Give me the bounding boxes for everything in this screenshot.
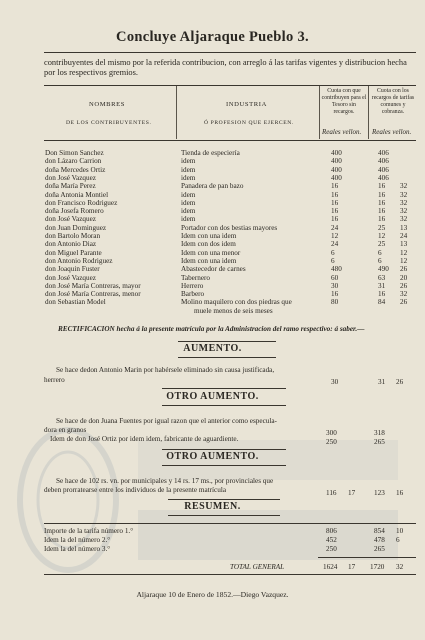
industry-cell: idem: [181, 207, 196, 216]
industry-cell: idem: [181, 157, 196, 166]
rectificacion-line: RECTIFICACION hecha á la presente matrícula por la Administracion del ramo respectivo: á saber.—: [58, 325, 365, 333]
industry-cell: Tienda de especiería: [181, 149, 240, 157]
cuota-recargos-reales-cell: 406: [378, 165, 389, 174]
resumen-cuota-1a: 250: [326, 545, 337, 553]
cuota-recargos-maravedis-cell: 32: [400, 290, 408, 299]
header-cuota-tesoro: Cuota con que contribuyen para el Tesoro sin recargos.: [321, 88, 367, 115]
table-row: [44, 182, 416, 190]
contributor-name: don Juan Dominguez: [45, 223, 107, 232]
otro2-cuota-2b: 16: [396, 489, 404, 497]
table-row: [44, 240, 416, 248]
cuota-recargos-reales-cell: 6: [378, 256, 382, 265]
industry-cell: Abastecedor de carnes: [181, 265, 246, 274]
aumento-title: AUMENTO.: [183, 343, 242, 354]
header-industria-sub: Ó PROFESION QUE EJERCEN.: [204, 120, 294, 126]
contributor-name: doña Mercedes Ortiz: [45, 165, 106, 174]
cuota-tesoro-cell: 400: [331, 165, 342, 174]
cuota-tesoro-cell: 16: [331, 182, 339, 191]
cuota-tesoro-cell: 400: [331, 149, 342, 157]
otro1-r2-cuota-1: 250: [326, 438, 337, 446]
aumento-cuota-2b: 26: [396, 378, 404, 386]
cuota-recargos-maravedis-cell: 32: [400, 207, 408, 216]
aumento-text-2: herrero: [44, 376, 65, 384]
total-cuota-1b: 17: [348, 563, 356, 571]
header-nombres-sub: DE LOS CONTRIBUYENTES.: [66, 120, 152, 126]
header-reales-1: Reales vellon.: [322, 128, 362, 136]
cuota-recargos-reales-cell: 16: [378, 290, 386, 299]
cuota-recargos-maravedis-cell: 24: [400, 232, 408, 240]
cuota-tesoro-cell: 24: [331, 240, 339, 249]
aumento-cuota-2a: 31: [378, 378, 386, 386]
resumen-cuota-2a: 478: [374, 536, 385, 544]
cuota-recargos-reales-cell: 490: [378, 265, 389, 274]
industry-cell: idem: [181, 198, 196, 207]
cuota-tesoro-cell: 16: [331, 215, 339, 224]
table-row: [44, 282, 416, 290]
contributor-name: don Joaquin Fuster: [45, 265, 100, 274]
table-row: [44, 257, 416, 265]
cuota-recargos-reales-cell: 16: [378, 190, 386, 199]
resumen-cuota-2b: 6: [396, 536, 400, 544]
cuota-tesoro-cell: 16: [331, 198, 339, 207]
cuota-tesoro-cell: 400: [331, 173, 342, 182]
header-divider-3: [368, 86, 369, 139]
total-cuota-1a: 1624: [323, 563, 338, 571]
cuota-recargos-maravedis-cell: 20: [400, 273, 408, 282]
cuota-recargos-reales-cell: 16: [378, 198, 386, 207]
industry-cell: Tabernero: [181, 273, 211, 282]
resumen-row: [44, 545, 416, 553]
cuota-recargos-maravedis-cell: 26: [400, 281, 408, 290]
resumen-row: [44, 536, 416, 544]
resumen-cuota-2a: 265: [374, 545, 385, 553]
header-cuota-recargos: Cuota con los recargos de tarifas comunes y cobranza.: [371, 88, 415, 115]
table-row: [44, 224, 416, 232]
contributor-name: don José María Contreras, mayor: [45, 281, 141, 290]
table-row: [44, 215, 416, 223]
total-cuota-2a: 1720: [370, 563, 385, 571]
header-industria: INDUSTRIA: [226, 101, 267, 108]
otro2-cuota-1b: 17: [348, 489, 356, 497]
resumen-rule-top: [168, 499, 280, 500]
otro1-r1-cuota-2: 318: [374, 429, 385, 437]
industry-cell: Idem con una menor: [181, 248, 241, 257]
otro2-cuota-2a: 123: [374, 489, 385, 497]
header-divider-2: [319, 86, 320, 139]
industry-cell: idem: [181, 215, 196, 224]
contributor-name: don Francisco Rodriguez: [45, 198, 118, 207]
cuota-tesoro-cell: 16: [331, 207, 339, 216]
otro1-r1-cuota-1: 300: [326, 429, 337, 437]
resumen-label: Idem la del número 3.°: [44, 545, 111, 553]
table-top-rule: [44, 85, 416, 86]
cuota-recargos-reales-cell: 12: [378, 232, 386, 240]
cuota-recargos-maravedis-cell: 12: [400, 248, 408, 257]
cuota-recargos-reales-cell: 31: [378, 281, 386, 290]
resumen-row: [44, 527, 416, 535]
otro1-text-2: dora en granos: [44, 426, 87, 434]
cuota-recargos-maravedis-cell: 32: [400, 190, 408, 199]
cuota-recargos-reales-cell: 16: [378, 207, 386, 216]
contributor-name: don José Vazquez: [45, 173, 96, 182]
total-rule: [44, 574, 416, 575]
total-upper-rule: [318, 557, 416, 558]
cuota-tesoro-cell: 30: [331, 281, 339, 290]
cuota-recargos-reales-cell: 16: [378, 182, 386, 191]
table-row: [44, 232, 416, 240]
contributor-name: doña María Perez: [45, 182, 96, 191]
contributor-name: doña Josefa Romero: [45, 207, 104, 216]
otro2-rule-bottom: [162, 465, 286, 466]
cuota-recargos-reales-cell: 25: [378, 240, 386, 249]
table-row-continuation: [44, 307, 416, 315]
contributor-name: doña Antonia Montiel: [45, 190, 109, 199]
cuota-tesoro-cell: 16: [331, 190, 339, 199]
cuota-tesoro-cell: 400: [331, 157, 342, 166]
cuota-recargos-maravedis-cell: 32: [400, 182, 408, 191]
table-row: [44, 149, 416, 157]
industry-cell: idem: [181, 173, 196, 182]
otro1-r2-cuota-2: 265: [374, 438, 385, 446]
table-row: [44, 174, 416, 182]
cuota-recargos-reales-cell: 16: [378, 215, 386, 224]
header-reales-2: Reales vellon.: [372, 128, 412, 136]
cuota-tesoro-cell: 12: [331, 232, 339, 240]
cuota-tesoro-cell: 80: [331, 298, 339, 307]
otro-aumento-1-title: OTRO AUMENTO.: [166, 391, 259, 402]
table-row: [44, 249, 416, 257]
table-row: [44, 207, 416, 215]
industry-cell: idem: [181, 165, 196, 174]
table-row: [44, 191, 416, 199]
cuota-recargos-reales-cell: 63: [378, 273, 386, 282]
contributor-name: don Lázaro Carrion: [45, 157, 102, 166]
industry-cell: Herrero: [181, 281, 204, 290]
otro1-rule-top: [162, 388, 286, 389]
table-header-rule: [44, 140, 416, 141]
industry-cell: Panadera de pan bazo: [181, 182, 244, 191]
cuota-recargos-maravedis-cell: 26: [400, 298, 408, 307]
aumento-cuota-1: 30: [331, 378, 339, 386]
industry-cell: Idem con una idem: [181, 256, 237, 265]
resumen-title: RESUMEN.: [184, 501, 241, 512]
table-row: [44, 157, 416, 165]
cuota-tesoro-cell: 6: [331, 248, 335, 257]
total-cuota-2b: 32: [396, 563, 404, 571]
otro1-text-3: Idem de don José Ortiz por idem idem, fabricante de aguardiente.: [50, 435, 239, 443]
contributor-name: don Sebastian Model: [45, 298, 106, 307]
industry-cell: Portador con dos bestias mayores: [181, 223, 278, 232]
page-title: Concluye Aljaraque Pueblo 3.: [116, 29, 309, 45]
industry-cell: Idem con una idem: [181, 232, 237, 240]
contributor-name: don Antonio Diaz: [45, 240, 97, 249]
contributor-name: don José María Contreras, menor: [45, 290, 141, 299]
table-row: [44, 199, 416, 207]
cuota-recargos-reales-cell: 84: [378, 298, 386, 307]
otro2-cuota-1a: 116: [326, 489, 337, 497]
contributor-name: Don Simon Sanchez: [45, 149, 104, 157]
resumen-top-rule: [44, 523, 416, 524]
contributor-name: don Antonio Rodriguez: [45, 256, 113, 265]
contributor-name: don José Vazquez: [45, 215, 96, 224]
resumen-cuota-2a: 854: [374, 527, 385, 535]
otro1-rule-bottom: [162, 405, 286, 406]
header-divider-1: [176, 86, 177, 139]
table-row: [44, 265, 416, 273]
industry-cell: Barbero: [181, 290, 205, 299]
cuota-recargos-maravedis-cell: 32: [400, 198, 408, 207]
resumen-cuota-2b: 10: [396, 527, 404, 535]
otro-aumento-2-title: OTRO AUMENTO.: [166, 451, 259, 462]
industry-cell-continuation: muele menos de seis meses: [194, 306, 273, 315]
cuota-recargos-maravedis-cell: 26: [400, 265, 408, 274]
table-row: [44, 290, 416, 298]
cuota-recargos-reales-cell: 406: [378, 173, 389, 182]
intro-paragraph: contribuyentes del mismo por la referida contribucion, con arreglo á las tarifas vigentes y distribucion hecha por los respectivos gremios.: [44, 58, 407, 77]
total-label: TOTAL GENERAL: [230, 563, 285, 571]
contributor-name: don José Vazquez: [45, 273, 96, 282]
table-row: [44, 274, 416, 282]
otro1-text-1: Se hace de don Juana Fuentes por igual razon que el anterior como especula-: [56, 417, 277, 425]
industry-cell: idem: [181, 190, 196, 199]
cuota-recargos-maravedis-cell: 32: [400, 215, 408, 224]
cuota-recargos-reales-cell: 406: [378, 157, 389, 166]
industry-cell: Molino maquilero con dos piedras que: [181, 298, 292, 307]
footer-signature: Aljaraque 10 de Enero de 1852.—Diego Vazquez.: [136, 590, 289, 599]
resumen-cuota-1a: 806: [326, 527, 337, 535]
resumen-cuota-1a: 452: [326, 536, 337, 544]
title-rule: [44, 52, 416, 53]
header-nombres: NOMBRES: [89, 101, 126, 108]
cuota-recargos-reales-cell: 25: [378, 223, 386, 232]
cuota-recargos-reales-cell: 406: [378, 149, 389, 157]
cuota-tesoro-cell: 60: [331, 273, 339, 282]
industry-cell: Idem con dos idem: [181, 240, 236, 249]
cuota-recargos-maravedis-cell: 13: [400, 240, 408, 249]
table-row: [44, 298, 416, 306]
cuota-tesoro-cell: 24: [331, 223, 339, 232]
cuota-tesoro-cell: 480: [331, 265, 342, 274]
resumen-label: Idem la del número 2.°: [44, 536, 111, 544]
cuota-recargos-maravedis-cell: 13: [400, 223, 408, 232]
cuota-tesoro-cell: 16: [331, 290, 339, 299]
cuota-recargos-reales-cell: 6: [378, 248, 382, 257]
otro2-rule-top: [162, 449, 286, 450]
resumen-label: Importe de la tarifa número 1.°: [44, 527, 134, 535]
aumento-rule-bottom: [178, 357, 276, 358]
aumento-text-1: Se hace dedon Antonio Marin por habérsele eliminado sin causa justificada,: [56, 366, 275, 374]
resumen-rule-bottom: [168, 515, 280, 516]
table-row: [44, 166, 416, 174]
cuota-recargos-maravedis-cell: 12: [400, 256, 408, 265]
aumento-rule-top: [178, 341, 276, 342]
cuota-tesoro-cell: 6: [331, 256, 335, 265]
otro2-text-1: Se hace de 102 rs. vn. por municipales y 14 rs. 17 ms., por provinciales que: [56, 477, 274, 485]
contributor-name: don Miguel Parante: [45, 248, 102, 257]
otro2-text-2: deben prorratearse entre los individuos de la presente matrícula: [44, 486, 227, 494]
contributor-name: don Bartolo Moran: [45, 232, 101, 240]
